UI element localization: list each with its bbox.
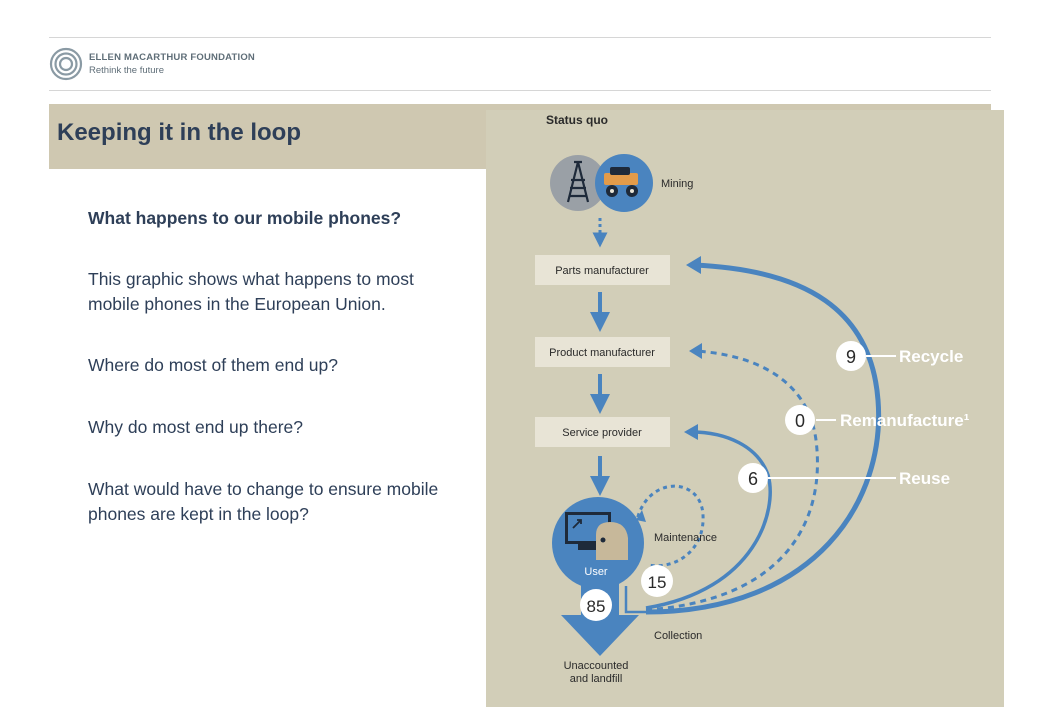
stage-service-provider [535, 417, 670, 447]
recycle-arc [646, 265, 879, 612]
brand-logo[interactable] [49, 45, 255, 83]
paragraph-3: Why do most end up there? [88, 417, 303, 437]
collection-line [626, 586, 646, 612]
remanufacture-badge [785, 405, 815, 435]
stage-parts-manufacturer [535, 255, 670, 285]
svg-text:15: 15 [647, 573, 667, 592]
paragraph-1: This graphic shows what happens to most mobile phones in the European Union. [88, 269, 414, 314]
brand-tagline: Rethink the future [89, 64, 164, 76]
text-column [88, 206, 448, 527]
svg-text:85: 85 [586, 597, 606, 616]
svg-text:0: 0 [794, 411, 806, 431]
user-label: User [584, 566, 608, 578]
stage-product-manufacturer [535, 337, 670, 367]
header-bottom-rule [49, 90, 991, 91]
mining-truck-icon [595, 154, 653, 212]
svg-text:6: 6 [747, 469, 759, 489]
brand-name: ELLEN MACARTHUR FOUNDATION [89, 52, 255, 63]
maintenance-loop [636, 486, 703, 566]
status-quo-diagram [486, 110, 1004, 707]
reuse-badge [738, 463, 768, 493]
question-heading: What happens to our mobile phones? [88, 208, 402, 228]
svg-text:Service provider: Service provider [562, 427, 642, 439]
svg-text:Product manufacturer: Product manufacturer [549, 347, 655, 359]
landfill-badge [580, 589, 612, 621]
header-top-rule [49, 37, 991, 38]
maintenance-label: Maintenance [654, 532, 717, 544]
flow-diagram-svg [486, 110, 1004, 707]
remanufacture-label: Remanufacture¹ [840, 411, 970, 430]
reuse-label: Reuse [899, 469, 951, 488]
landfill-label-line2: and landfill [569, 673, 623, 685]
recycle-label: Recycle [899, 347, 964, 366]
paragraph-2: Where do most of them end up? [88, 355, 338, 375]
diagram-heading: Status quo [546, 113, 608, 127]
collection-badge [641, 565, 673, 597]
recycle-badge [836, 341, 866, 371]
page-title: Keeping it in the loop [57, 119, 301, 146]
svg-text:9: 9 [845, 347, 857, 367]
paragraph-4: What would have to change to ensure mobile phones are kept in the loop? [88, 479, 439, 524]
svg-text:Parts manufacturer: Parts manufacturer [555, 265, 649, 277]
foundation-logo-icon [49, 47, 83, 81]
mining-label: Mining [661, 178, 694, 190]
landfill-label-line1: Unaccounted [563, 660, 629, 672]
collection-label: Collection [654, 630, 703, 642]
